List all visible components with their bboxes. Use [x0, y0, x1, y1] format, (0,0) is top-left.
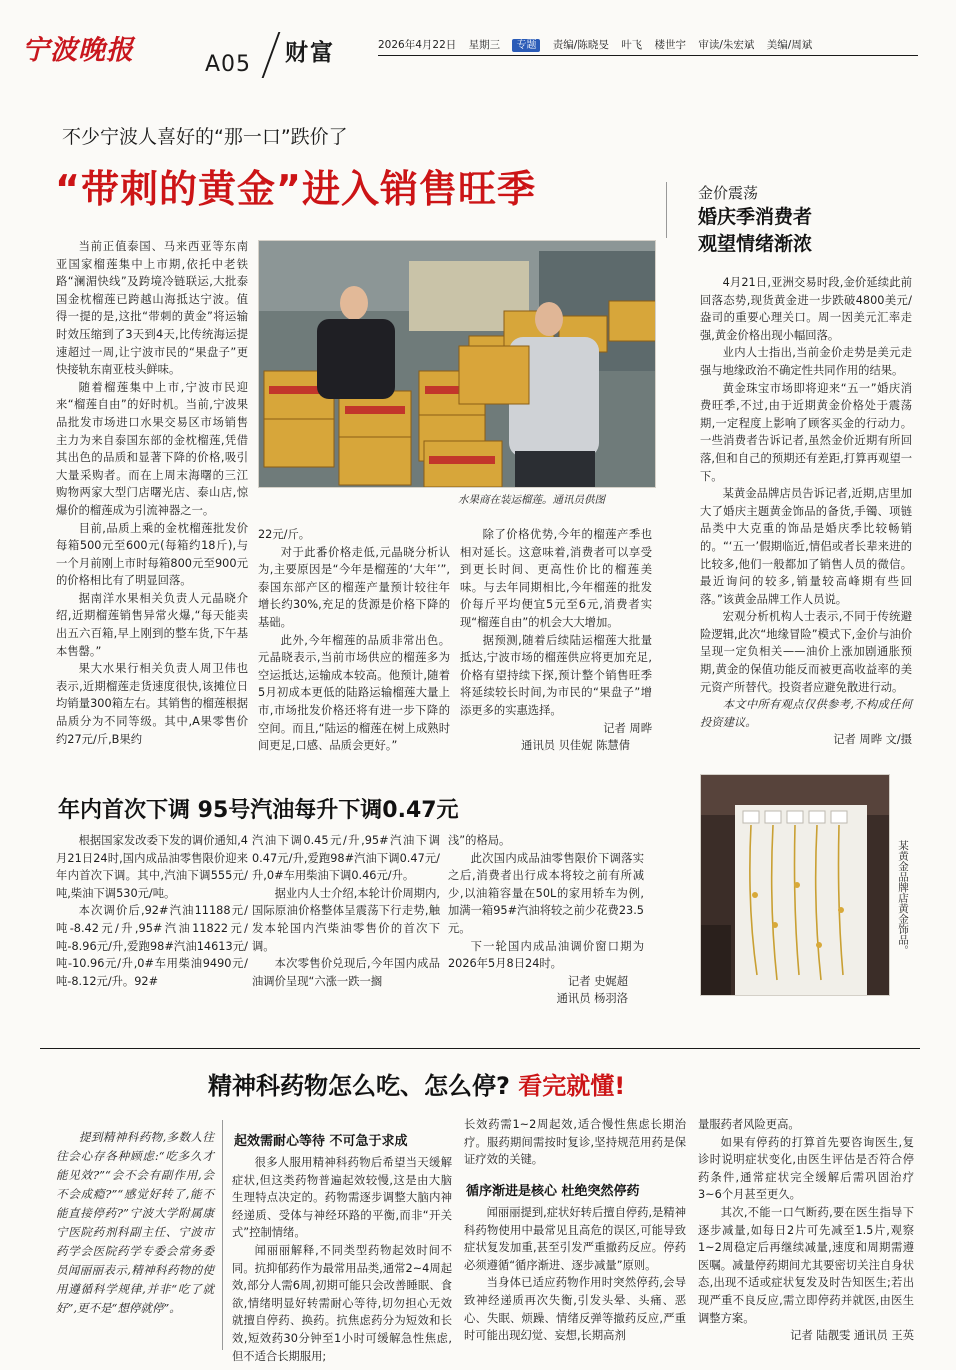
durian-kicker: 不少宁波人喜好的“那一口”跌价了 [62, 126, 348, 148]
drug-paragraph: 闻丽丽提到,症状好转后擅自停药,是精神科药物使用中最常见且高危的误区,可能导致症状复发加重,甚至引发严重撤药反应。停药必须遵循“循序渐进、逐步减量”原则。 [464, 1206, 686, 1272]
gold-photo-caption: 某黄金品牌店黄金饰品。 [897, 840, 909, 956]
drug-headline-accent: 看完就懂! [518, 1072, 626, 1100]
durian-column-2 [258, 526, 450, 755]
issue-weekday: 星期三 [468, 39, 501, 51]
drug-headline-main: 精神科药物怎么吃、怎么停? [208, 1072, 510, 1100]
editor3: 楼世宇 [654, 39, 687, 51]
oil-paragraph: 根据国家发改委下发的调价通知,4月21日24时,国内成品油零售限价迎来年内首次下调。其中,汽油下调555元/吨,柴油下调530元/吨。 [56, 834, 248, 900]
durian-column-3 [460, 526, 652, 755]
section-rule [40, 1048, 920, 1049]
gold-divider [666, 182, 667, 238]
drug-byline: 记者 陆靓雯 通讯员 王英 [790, 1329, 914, 1343]
durian-headline: “带刺的黄金”进入销售旺季 [55, 167, 536, 211]
drug-column-3a [464, 1116, 686, 1169]
oil-paragraph: 汽油下调0.45元/升,95#汽油下调0.47元/升,爱跑98#汽油下调0.47元/升,0#车用柴油下调0.46元/升。 [252, 834, 440, 883]
drug-intro-divider [222, 1120, 223, 1350]
drug-paragraph: 如果有停药的打算首先要咨询医生,复诊时说明症状变化,由医生评估是否符合停药条件,通常症状完全缓解后需巩固治疗3~6个月甚至更久。 [698, 1135, 914, 1202]
drug-column-3b [464, 1204, 686, 1345]
durian-photo-image [259, 241, 656, 488]
drug-column-2 [232, 1154, 452, 1365]
durian-paragraph: 当前正值泰国、马来西亚等东南亚国家榴莲集中上市期,依托中老铁路“澜湄快线”及跨境冷链联运,大批泰国金枕榴莲已跨越山海抵达宁波。值得一提的是,这批“带刺的黄金”将运输时效压缩到了3天到4天,比传统海运提速超过一周,让宁波市民的“果盘子”更快接轨东南亚枝头鲜味。 [56, 240, 248, 377]
gold-headline-line-2: 观望情绪渐浓 [698, 233, 813, 255]
issue-date: 2026年4月22日 [378, 39, 457, 51]
drug-intro [56, 1128, 214, 1318]
durian-paragraph: 随着榴莲集中上市,宁波市民迎来“榴莲自由”的好时机。当前,宁波果品批发市场进口水果交易区市场销售主力为来自泰国东部的金枕榴莲,凭借其出色的品质和显著下降的价格,吸引大量采购者。而在上周末海曙的三江购物两家大型门店曙光店、泰山店,惊爆价的榴莲成为引流神器之一。 [56, 380, 248, 517]
reviewer: 审读/朱宏斌 [698, 39, 755, 51]
durian-paragraph: 果大水果行相关负责人周卫伟也表示,近期榴莲走货速度很快,该摊位日均销量300箱左右。其销售的榴莲根据品质分为不同等级。其中,A果零售价约27元/斤,B果约 [56, 662, 248, 746]
durian-photo [258, 240, 656, 488]
oil-paragraph: 本次调价后,92#汽油11188元/吨-8.42元/升,95#汽油11822元/吨-8.96元/升,爱跑98#汽油14613元/吨-10.96元/升,0#车用柴油9490元/吨-8.12元/升。92# [56, 904, 248, 988]
oil-byline: 记者 史娓超 [567, 974, 628, 988]
drug-subhead-1: 起效需耐心等待 不可急于求成 [234, 1134, 408, 1149]
durian-photo-caption: 水果商在装运榴莲。通讯员供图 [458, 494, 605, 506]
durian-paragraph: 22元/斤。 [258, 528, 311, 541]
drug-column-4 [698, 1116, 914, 1345]
drug-subhead-2: 循序渐进是核心 杜绝突然停药 [466, 1184, 640, 1199]
editor2: 叶飞 [621, 39, 643, 51]
oil-paragraph: 浅”的格局。 [448, 834, 511, 847]
gold-jewelry-image [701, 775, 890, 996]
oil-headline: 年内首次下调 95号汽油每升下调0.47元 [58, 798, 459, 823]
gold-paragraph: 业内人士指出,当前金价走势是美元走强与地缘政治不确定性共同作用的结果。 [700, 346, 912, 377]
editor: 责编/陈晓旻 [552, 39, 609, 51]
oil-column-1 [56, 832, 248, 990]
header-slash [262, 32, 281, 78]
gold-headline-line-1: 婚庆季消费者 [698, 206, 813, 228]
oil-column-2 [252, 832, 440, 990]
gold-paragraph: 宏观分析机构人士表示,不同于传统避险逻辑,此次“地缘冒险”模式下,金价与油价呈现一定负相关——油价上涨加剧通胀预期,黄金的保值功能反而被更高收益率的美元资产所替代。投资者应避免散进行动。 [700, 610, 912, 694]
durian-byline-2: 通讯员 贝佳妮 陈慧倩 [521, 739, 630, 753]
special-tag: 专题 [512, 39, 540, 52]
header-rule [378, 55, 918, 56]
durian-byline: 记者 周晔 [603, 721, 652, 735]
oil-paragraph: 下一轮国内成品油调价窗口期为2026年5月8日24时。 [448, 939, 644, 971]
gold-paragraph: 4月21日,亚洲交易时段,金价延续此前回落态势,现货黄金进一步跌破4800美元/盎司的重要心理关口。周一因美元汇率走强,黄金价格出现小幅回落。 [700, 276, 912, 342]
gold-paragraph: 某黄金品牌店员告诉记者,近期,店里加大了婚庆主题黄金饰品的备货,手镯、项链品类中大克重的饰品是婚庆季比较畅销的。“‘五一’假期临近,情侣或者长辈来进的比较多,他们一般都加了销售人员的微信。最近询问的较多,销量较高峰期有些回落。”该黄金品牌工作人员说。 [700, 487, 912, 606]
gold-jewelry-photo [700, 774, 890, 996]
gold-disclaimer: 本文中所有观点仅供参考,不构成任何投资建议。 [700, 698, 912, 729]
gold-paragraph: 黄金珠宝市场即将迎来“五一”婚庆消费旺季,不过,由于近期黄金价格处于震荡期,一定程度上影响了顾客买金的行动力。一些消费者告诉记者,虽然金价近期有所回落,但和自己的预期还有差距,打算再观望一下。 [700, 381, 912, 483]
durian-paragraph: 除了价格优势,今年的榴莲产季也相对延长。这意味着,消费者可以享受到更长时间、更高性价比的榴莲美味。与去年同期相比,今年榴莲的批发价每斤平均便宜5元至6元,消费者实现“榴莲自由”的机会大大增加。 [460, 528, 652, 629]
durian-paragraph: 据预测,随着后续陆运榴莲大批量抵达,宁波市场的榴莲供应将更加充足,价格有望持续下探,预计整个销售旺季将延续较长时间,为市民的“果盘子”增添更多的实惠选择。 [460, 633, 652, 717]
oil-byline-2: 通讯员 杨羽洛 [556, 992, 628, 1006]
durian-column-1 [56, 238, 248, 748]
drug-paragraph: 长效药需1~2周起效,适合慢性焦虑长期治疗。服药期间需按时复诊,坚持规范用药是保证疗效的关键。 [464, 1118, 686, 1167]
drug-paragraph: 当身体已适应药物作用时突然停药,会导致神经递质再次失衡,引发头晕、头痛、恶心、失眠、烦躁、情绪反弹等撤药反应,严重时可能出现幻觉、妄想,长期高剂 [464, 1276, 686, 1343]
drug-paragraph: 很多人服用精神科药物后希望当天缓解症状,但这类药物普遍起效较慢,这是由大脑生理特点决定的。药物需逐步调整大脑内神经递质、受体与神经环路的平衡,而非“开关式”控制情绪。 [232, 1156, 452, 1240]
oil-paragraph: 此次国内成品油零售限价下调落实之后,消费者出行成本将较之前有所减少,以油箱容量在50L的家用轿车为例,加满一箱95#汽油将较之前少花费23.5元。 [448, 851, 644, 935]
drug-intro-text: 提到精神科药物,多数人往往会心存各种顾虑:“吃多久才能见效?”“会不会有副作用,会不会成瘾?”“感觉好转了,能不能直接停药?”宁波大学附属康宁医院药剂科副主任、宁波市药学会医院药学专委会常务委员闻丽丽表示,精神科药物的使用遵循科学规律,并非“吃了就好”,更不是“想停就停”。 [56, 1130, 214, 1315]
durian-paragraph: 对于此番价格走低,元晶晓分析认为,主要原因是“今年是榴莲的‘大年’”,泰国东部产区的榴莲产量预计较往年增长约30%,充足的货源是价格下降的基础。 [258, 545, 450, 629]
oil-paragraph: 本次零售价兑现后,今年国内成品油调价呈现“六涨一跌一搁 [252, 957, 440, 988]
designer: 美编/周斌 [766, 39, 813, 51]
drug-headline [208, 1066, 625, 1101]
header-info [378, 36, 821, 52]
page-number: A05 [205, 52, 252, 77]
gold-body [700, 274, 912, 749]
oil-paragraph: 据业内人士介绍,本轮计价周期内,国际原油价格整体呈震荡下行走势,触发本轮国内汽柴油零售价的首次下调。 [252, 886, 440, 953]
drug-paragraph: 量服药者风险更高。 [698, 1118, 800, 1131]
drug-paragraph: 闻丽丽解释,不同类型药物起效时间不同。抗抑郁药作为最常用品类,通常2~4周起效,部分人需6周,初期可能只会改善睡眠、食欲,情绪明显好转需耐心等待,切勿担心无效就擅自停药、换药。抗焦虑药分为短效和长效,短效药30分钟至1小时可缓解急性焦虑,但不适合长期服用; [232, 1243, 452, 1363]
durian-paragraph: 此外,今年榴莲的品质非常出色。元晶晓表示,当前市场供应的榴莲多为空运抵达,运输成本较高。他预计,随着5月初成本更低的陆路运输榴莲大量上市,市场批发价格还将有进一步下降的空间。而且,“陆运的榴莲在树上成熟时间更足,口感、品质会更好。” [258, 633, 450, 753]
gold-byline: 记者 周晔 文/摄 [833, 733, 912, 747]
oil-column-3 [448, 832, 644, 1008]
durian-paragraph: 据南洋水果相关负责人元晶晓介绍,近期榴莲销售异常火爆,“每天能卖出五六百箱,早上刚到的整车货,下午基本售罄。” [56, 591, 248, 658]
masthead-logo: 宁波晚报 [22, 35, 134, 66]
drug-paragraph: 其次,不能一口气断药,要在医生指导下逐步减量,如每日2片可先减至1.5片,观察1~2周稳定后再继续减量,速度和周期需遵医嘱。减量停药期间尤其要密切关注自身状态,出现不适或症状复发及时告知医生;若出现严重不良反应,需立即停药并就医,由医生调整方案。 [698, 1205, 914, 1325]
durian-paragraph: 目前,品质上乘的金枕榴莲批发价每箱500元至600元(每箱约18斤),与一个月前刚上市时每箱800元至900元的价格相比有了明显回落。 [56, 521, 248, 588]
section-title: 财富 [285, 40, 335, 66]
gold-kicker: 金价震荡 [698, 184, 759, 202]
